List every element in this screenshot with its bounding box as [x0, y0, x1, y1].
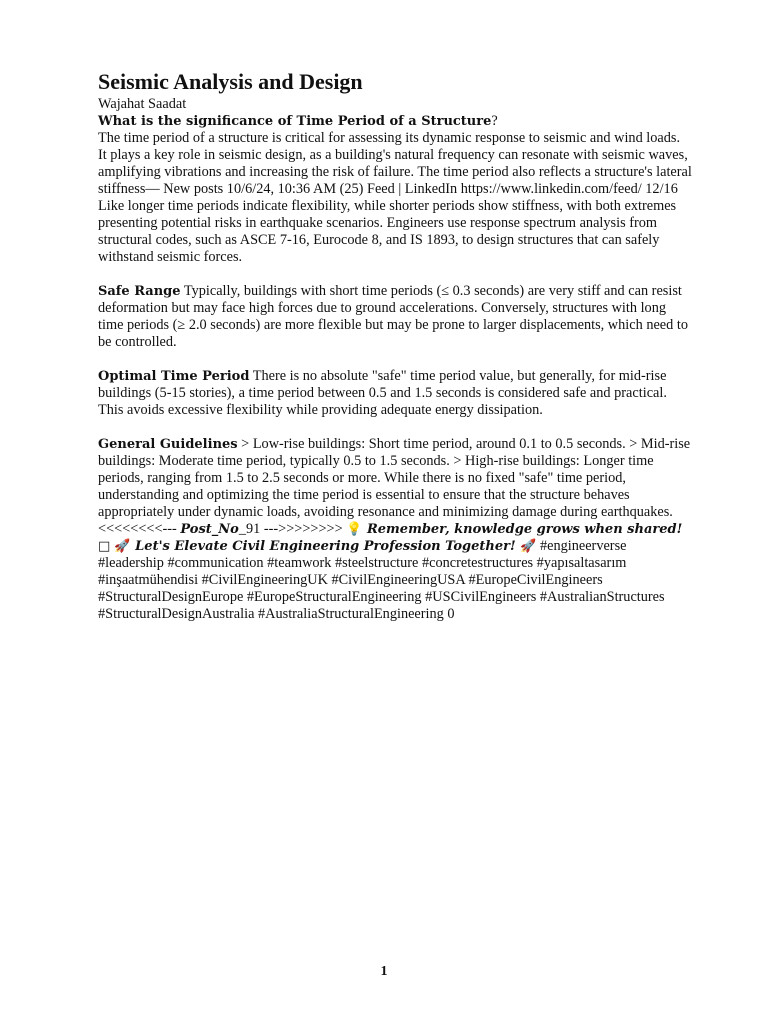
remember-text: Remember, knowledge grows when shared! [362, 522, 683, 537]
lightbulb-icon: 💡 [346, 522, 363, 537]
rocket-icon: 🚀 [110, 539, 131, 554]
safe-range-paragraph [98, 283, 692, 351]
missing-glyph-icon: □ [98, 539, 111, 554]
safe-range-text: Typically, buildings with short time periods (≤ 0.3 seconds) are very stiff and can resist deformation but may face high forces due to ground accelerations. Conversely, structures with long time periods (≥ 2.0 seconds) are more flexible but may be prone to larger displacements, which need to be controlled. [98, 283, 688, 350]
guidelines-heading: General Guidelines [98, 437, 238, 452]
document-page [98, 68, 692, 640]
hashtags-text: #engineerverse #leadership #communication #teamwork #steelstructure #concretestructures #yapısaltasarım #inşaatmühendisi #CivilEngineeringUK #CivilEngineeringUSA #EuropeCivilEngineers #StructuralDesignEurope #EuropeStructuralEngineering #USCivilEngineers #AustralianStructures #StructuralDesignAustralia #AustraliaStructuralEngineering 0 [98, 538, 665, 622]
author-name: Wajahat Saadat [98, 96, 187, 112]
elevate-text: Let's Elevate Civil Engineering Profession Together! [130, 539, 521, 554]
post-number: _91 --->>>>>>>> [238, 521, 347, 537]
question-mark: ? [491, 113, 498, 129]
page-number: 1 [380, 964, 388, 979]
intro-text: The time period of a structure is critical for assessing its dynamic response to seismic and wind loads. It plays a key role in seismic design, as a building's natural frequency can resonate with seismic waves, amplifying vibrations and increasing the risk of failure. The time period also reflects a structure's lateral stiffness— New posts 10/6/24, 10:36 AM (25) Feed | LinkedIn https://www.linkedin.com/feed/ 12/16 Like longer time periods indicate flexibility, while shorter periods show stiffness, with both extremes presenting potential risks in earthquake scenarios. Engineers use response spectrum analysis from structural codes, such as ASCE 7-16, Eurocode 8, and IS 1893, to design structures that can safely withstand seismic forces. [98, 130, 692, 265]
rocket-icon: 🚀 [520, 539, 537, 554]
post-label: Post_No [180, 522, 239, 537]
optimal-heading: Optimal Time Period [98, 369, 250, 384]
safe-range-heading: Safe Range [98, 284, 181, 299]
optimal-text: There is no absolute "safe" time period value, but generally, for mid-rise buildings (5-15 stories), a time period between 0.5 and 1.5 seconds is considered safe and practical. This avoids excessive flexibility while providing adequate energy dissipation. [98, 368, 667, 418]
optimal-paragraph [98, 368, 692, 419]
document-title: Seismic Analysis and Design [98, 69, 363, 94]
guidelines-paragraph [98, 436, 692, 623]
intro-paragraph [98, 113, 692, 266]
question-heading: What is the significance of Time Period of a Structure [98, 114, 492, 129]
guidelines-text: > Low-rise buildings: Short time period, around 0.1 to 0.5 seconds. > Mid-rise buildings: Moderate time period, typically 0.5 to 1.5 seconds. > High-rise buildings: Longer time periods, ranging from 1.5 to 2.5 seconds or more. While there is no fixed "safe" time period, understanding and optimizing the time period is essential to ensure that the structure behaves appropriately under dynamic loads, avoiding resonance and minimizing damage during earthquakes. <<<<<<<<--- [98, 436, 691, 537]
